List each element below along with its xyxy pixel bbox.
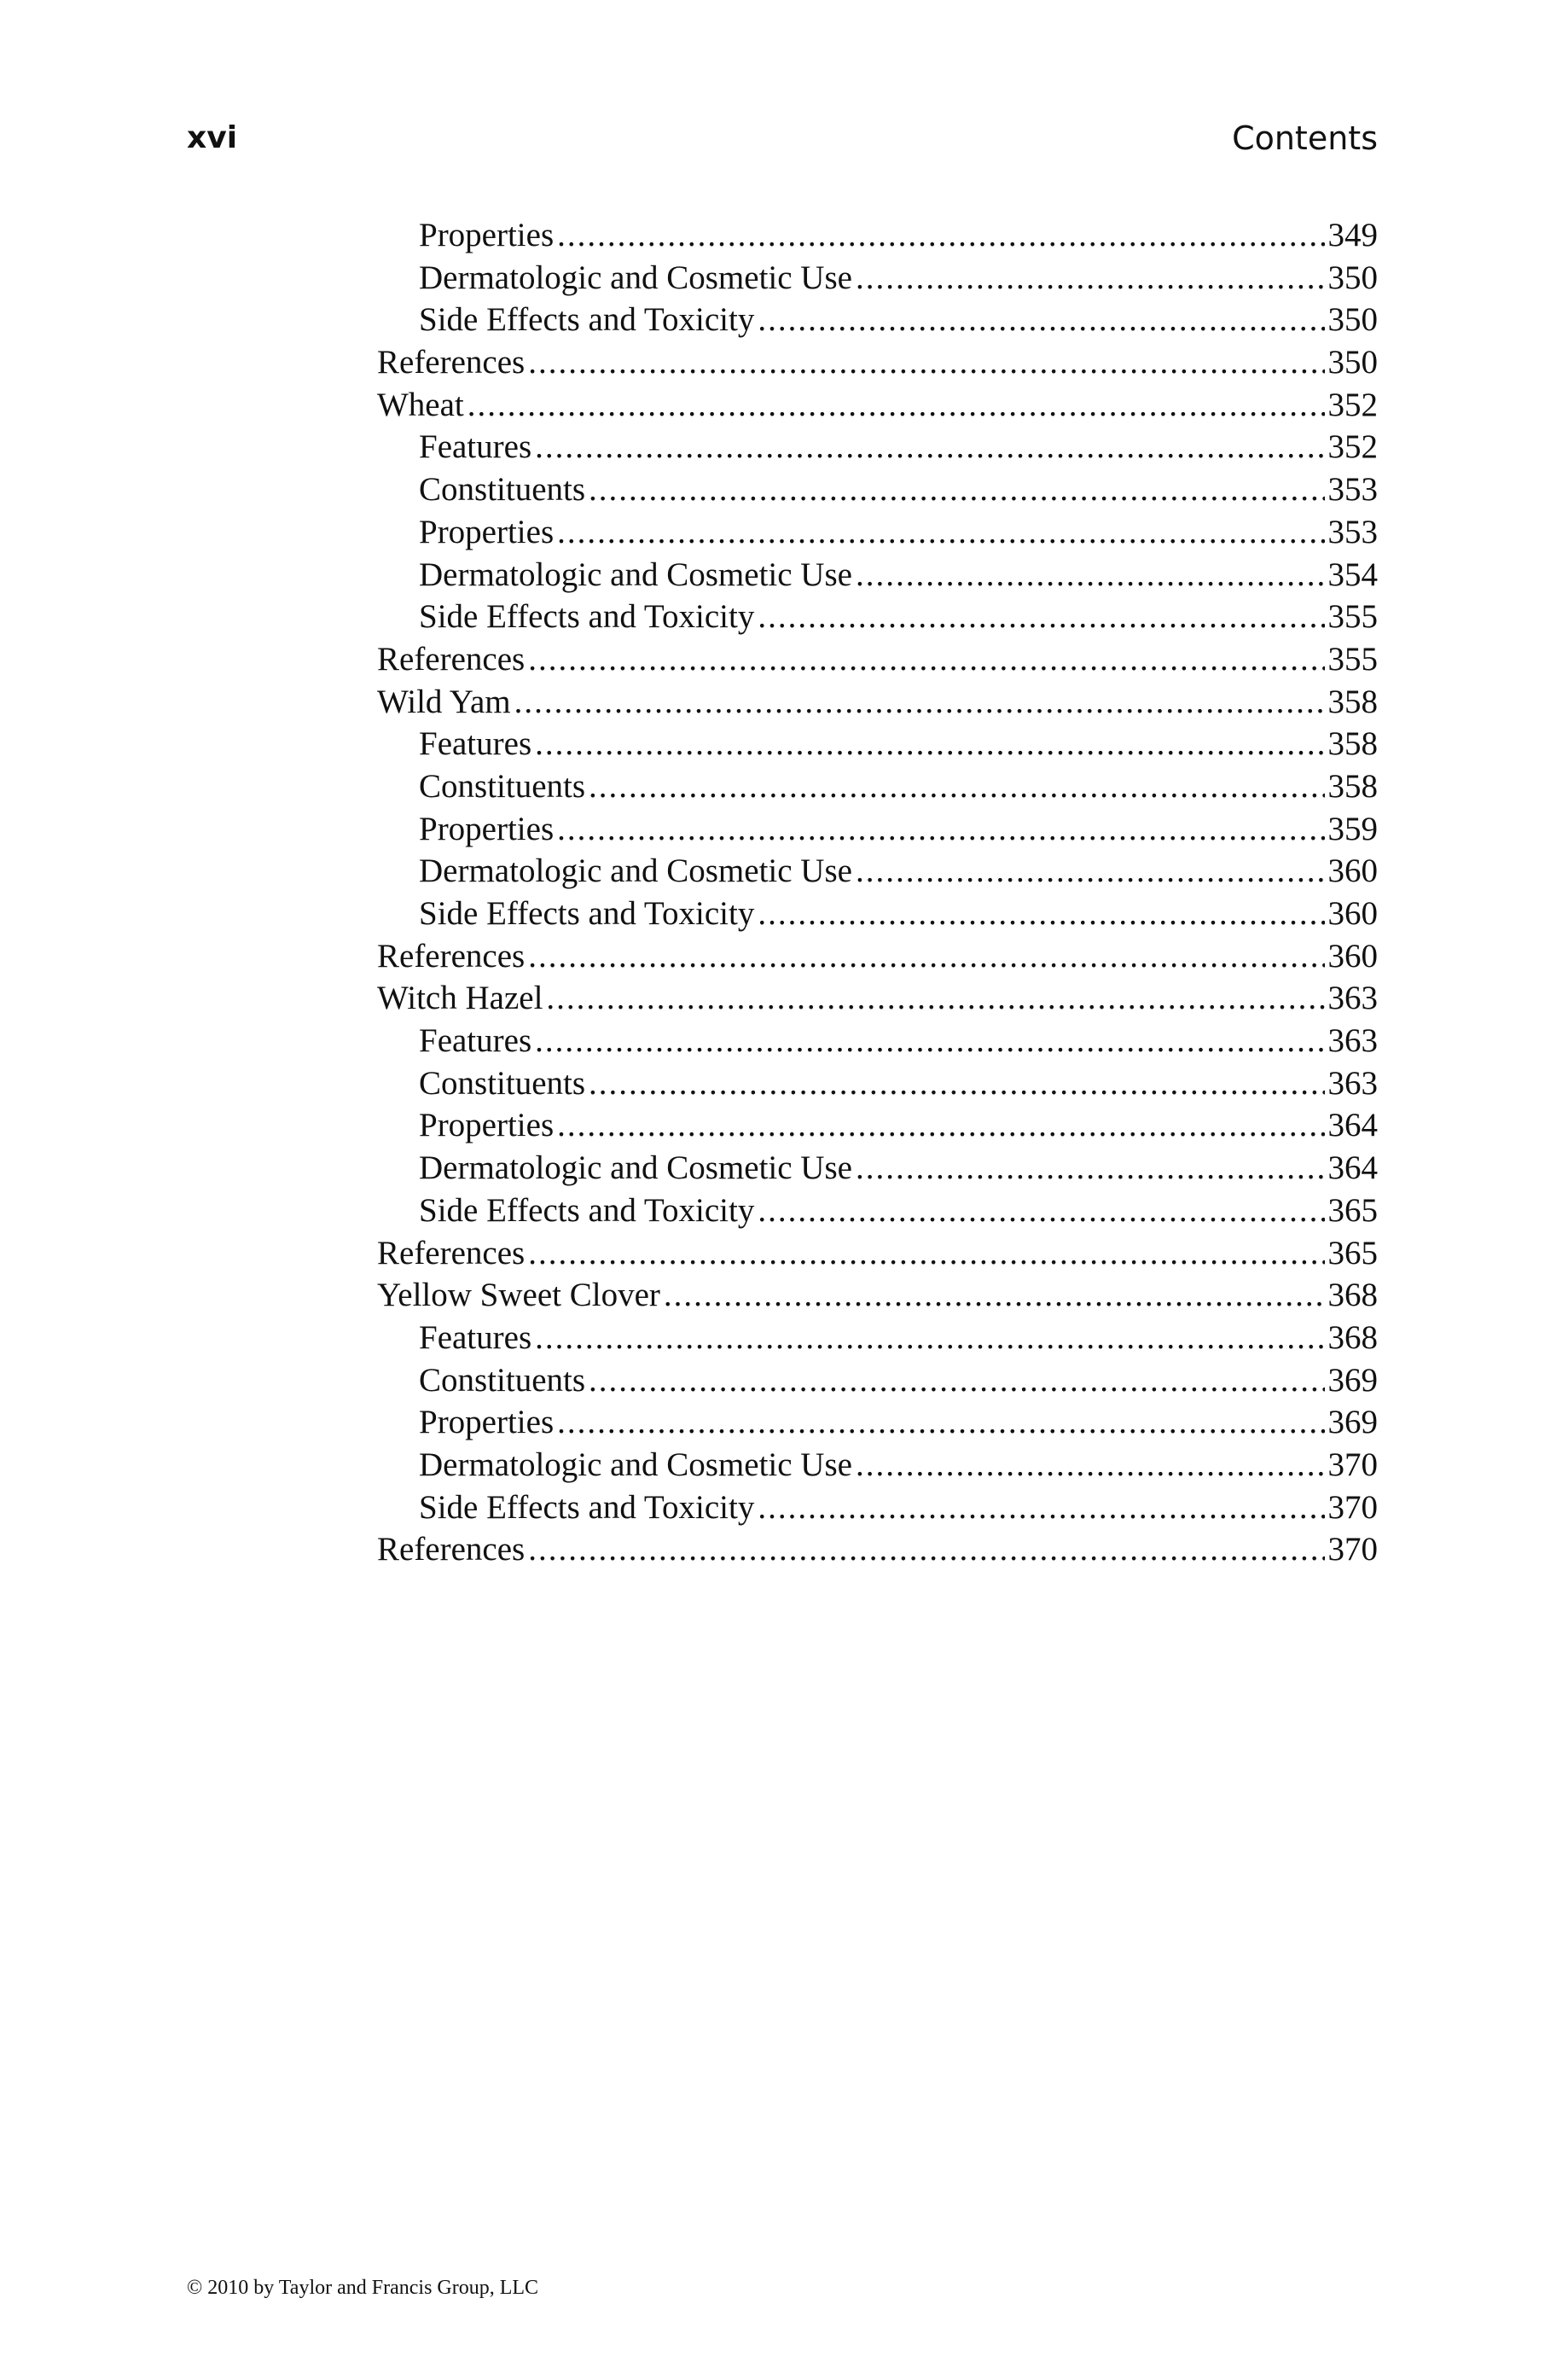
toc-entry-page-number: 370: [1327, 1446, 1378, 1483]
dot-leader: [856, 850, 1325, 893]
toc-entry: [377, 723, 1378, 765]
toc-entry-title: References: [377, 344, 526, 381]
dot-leader: [589, 1359, 1324, 1402]
toc-entry: [377, 893, 1378, 935]
toc-entry-title: Dermatologic and Cosmetic Use: [419, 556, 852, 593]
toc-entry-page-number: 358: [1327, 767, 1378, 805]
toc-entry-page-number: 365: [1327, 1191, 1378, 1229]
toc-entry: [377, 1401, 1378, 1444]
toc-entry-page-number: 358: [1327, 725, 1378, 763]
toc-entry: [377, 681, 1378, 724]
toc-entry: [377, 511, 1378, 554]
toc-entry-page-number: 354: [1327, 556, 1378, 593]
toc-entry: [377, 299, 1378, 341]
dot-leader: [557, 808, 1324, 851]
toc-entry-page-number: 363: [1327, 1064, 1378, 1102]
running-head: Contents: [1232, 119, 1378, 157]
toc-entry: [377, 257, 1378, 300]
dot-leader: [758, 1190, 1324, 1232]
toc-entry-title: Constituents: [419, 1361, 586, 1399]
toc-entry: [377, 935, 1378, 978]
toc-entry-title: Features: [419, 1022, 532, 1060]
dot-leader: [557, 511, 1324, 554]
dot-leader: [557, 214, 1324, 257]
toc-entry-page-number: 368: [1327, 1277, 1378, 1314]
toc-entry-title: Constituents: [419, 767, 586, 805]
toc-entry-page-number: 352: [1327, 386, 1378, 423]
dot-leader: [758, 596, 1324, 638]
toc-entry-title: Dermatologic and Cosmetic Use: [419, 1446, 852, 1483]
toc-entry: [377, 977, 1378, 1020]
toc-entry-title: Yellow Sweet Clover: [377, 1277, 660, 1314]
toc-entry-page-number: 363: [1327, 980, 1378, 1017]
dot-leader: [856, 257, 1325, 300]
toc-entry: [377, 638, 1378, 681]
toc-entry-title: Properties: [419, 513, 555, 550]
toc-entry: [377, 554, 1378, 596]
toc-entry: [377, 1317, 1378, 1359]
toc-entry-page-number: 368: [1327, 1318, 1378, 1356]
toc-entry: [377, 850, 1378, 893]
dot-leader: [557, 1401, 1324, 1444]
toc-entry-page-number: 359: [1327, 810, 1378, 847]
dot-leader: [467, 384, 1325, 427]
toc-entry: [377, 1190, 1378, 1232]
toc-entry-title: Dermatologic and Cosmetic Use: [419, 852, 852, 890]
toc-entry-page-number: 350: [1327, 259, 1378, 296]
dot-leader: [758, 299, 1324, 341]
toc-entry-page-number: 364: [1327, 1107, 1378, 1144]
toc-entry-title: Properties: [419, 810, 555, 847]
table-of-contents: [377, 214, 1378, 1571]
toc-entry-title: Features: [419, 428, 532, 466]
dot-leader: [535, 723, 1324, 765]
dot-leader: [758, 1487, 1324, 1529]
toc-entry-title: References: [377, 1531, 526, 1568]
toc-entry: [377, 596, 1378, 638]
dot-leader: [528, 1232, 1324, 1275]
toc-entry-title: Properties: [419, 217, 555, 253]
dot-leader: [758, 893, 1324, 935]
toc-entry: [377, 1487, 1378, 1529]
toc-entry: [377, 1020, 1378, 1062]
toc-entry-page-number: 370: [1327, 1488, 1378, 1526]
dot-leader: [535, 1317, 1324, 1359]
toc-entry-title: References: [377, 1234, 526, 1271]
dot-leader: [589, 468, 1324, 511]
toc-entry-title: Side Effects and Toxicity: [419, 598, 755, 636]
page-number: xvi: [187, 120, 238, 155]
toc-entry: [377, 1232, 1378, 1275]
dot-leader: [856, 1147, 1325, 1190]
toc-entry-page-number: 352: [1327, 428, 1378, 466]
dot-leader: [535, 426, 1324, 468]
toc-entry-title: Properties: [419, 1404, 555, 1441]
dot-leader: [528, 935, 1324, 978]
toc-entry: [377, 808, 1378, 851]
toc-entry-page-number: 358: [1327, 683, 1378, 720]
toc-entry-title: Side Effects and Toxicity: [419, 301, 755, 339]
toc-entry-page-number: 350: [1327, 301, 1378, 339]
toc-entry-title: Wheat: [377, 386, 464, 423]
toc-entry-page-number: 360: [1327, 937, 1378, 975]
toc-entry-page-number: 365: [1327, 1234, 1378, 1271]
toc-entry-title: Side Effects and Toxicity: [419, 1488, 755, 1526]
toc-entry-title: Side Effects and Toxicity: [419, 895, 755, 932]
dot-leader: [514, 681, 1325, 724]
toc-entry-page-number: 349: [1327, 217, 1378, 253]
toc-entry: [377, 765, 1378, 808]
dot-leader: [528, 638, 1324, 681]
toc-entry-page-number: 350: [1327, 344, 1378, 381]
toc-entry-page-number: 369: [1327, 1361, 1378, 1399]
toc-entry-page-number: 355: [1327, 640, 1378, 678]
dot-leader: [546, 977, 1324, 1020]
dot-leader: [535, 1020, 1324, 1062]
toc-entry-title: Dermatologic and Cosmetic Use: [419, 1149, 852, 1187]
toc-entry-page-number: 363: [1327, 1022, 1378, 1060]
toc-entry: [377, 341, 1378, 384]
toc-entry: [377, 1147, 1378, 1190]
toc-entry-title: Properties: [419, 1107, 555, 1144]
toc-entry-page-number: 360: [1327, 852, 1378, 890]
toc-entry-page-number: 369: [1327, 1404, 1378, 1441]
toc-entry-page-number: 353: [1327, 471, 1378, 509]
dot-leader: [856, 1444, 1325, 1487]
toc-entry: [377, 384, 1378, 427]
toc-entry-title: Side Effects and Toxicity: [419, 1191, 755, 1229]
toc-entry: [377, 1104, 1378, 1147]
copyright-footer: © 2010 by Taylor and Francis Group, LLC: [187, 2277, 539, 2299]
toc-entry: [377, 468, 1378, 511]
toc-entry-page-number: 364: [1327, 1149, 1378, 1187]
toc-entry-title: Constituents: [419, 1064, 586, 1102]
toc-entry-title: Features: [419, 1318, 532, 1356]
toc-entry: [377, 1359, 1378, 1402]
toc-entry-title: Witch Hazel: [377, 980, 543, 1017]
toc-entry-title: Wild Yam: [377, 683, 511, 720]
toc-entry: [377, 426, 1378, 468]
dot-leader: [528, 341, 1324, 384]
dot-leader: [557, 1104, 1324, 1147]
dot-leader: [528, 1528, 1324, 1571]
toc-entry-title: Features: [419, 725, 532, 763]
toc-entry: [377, 1528, 1378, 1571]
toc-entry-page-number: 360: [1327, 895, 1378, 932]
toc-entry-title: References: [377, 640, 526, 678]
toc-entry-page-number: 370: [1327, 1531, 1378, 1568]
toc-entry: [377, 1444, 1378, 1487]
toc-entry-page-number: 353: [1327, 513, 1378, 550]
dot-leader: [589, 765, 1324, 808]
toc-entry: [377, 214, 1378, 257]
toc-entry: [377, 1062, 1378, 1105]
dot-leader: [664, 1274, 1325, 1317]
dot-leader: [589, 1062, 1324, 1105]
toc-entry-title: Dermatologic and Cosmetic Use: [419, 259, 852, 296]
toc-entry: [377, 1274, 1378, 1317]
dot-leader: [856, 554, 1325, 596]
toc-entry-title: Constituents: [419, 471, 586, 509]
toc-entry-page-number: 355: [1327, 598, 1378, 636]
toc-entry-title: References: [377, 937, 526, 975]
